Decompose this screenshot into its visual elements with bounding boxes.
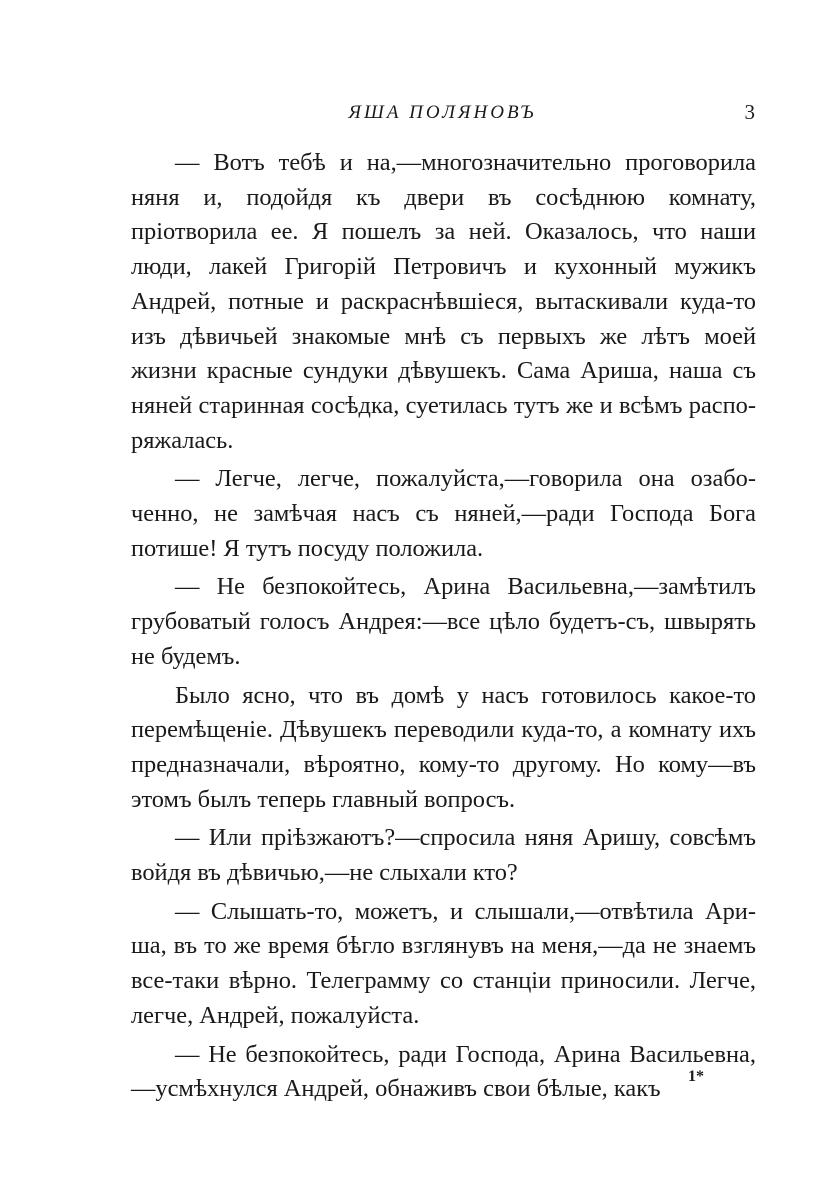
paragraph-4: Было ясно, что въ домѣ у насъ готовилось какое-то перемѣщеніе. Дѣвушекъ переводили куда-то, а комнату ихъ предназначали, вѣроятно, кому-то другому. Но кому—въ этомъ былъ теперь главный вопросъ. (131, 681, 756, 813)
paragraph-7: — Не безпокойтесь, ради Господа, Арина Васильевна,—усмѣхнулся Андрей, обнаживъ свои бѣлые, какъ (131, 1040, 756, 1103)
paragraph-3: — Не безпокойтесь, Арина Васильевна,—замѣтилъ грубоватый голосъ Андрея:—все цѣло будетъ-съ, швырять не будемъ. (131, 573, 756, 670)
body-text (131, 146, 756, 1107)
paragraph-2: — Легче, легче, пожалуйста,—говорила она озабоченно, не замѣчая насъ съ няней,—ради Господа Бога потише! Я тутъ посуду положила. (131, 465, 756, 562)
running-title: ЯША ПОЛЯНОВЪ (348, 102, 537, 123)
paragraph-5: — Или пріѣзжаютъ?—спросила няня Аришу, совсѣмъ войдя въ дѣвичью,—не слыхали кто? (131, 824, 756, 887)
running-head (130, 98, 755, 128)
page-number: 3 (744, 100, 755, 124)
paragraph-6: — Слышать-то, можетъ, и слышали,—отвѣтила Ариша, въ то же время бѣгло взглянувъ на меня,—да не знаемъ все-таки вѣрно. Телеграмму со станціи приносили. Легче, легче, Андрей, пожалуйста. (131, 897, 756, 1029)
signature-mark: 1* (688, 1068, 704, 1085)
paragraph-1: — Вотъ тебѣ и на,—многозначительно проговорила няня и, подойдя къ двери въ сосѣднюю комнату, пріотворила ее. Я пошелъ за ней. Оказалось, что наши люди, лакей Григорій Петровичъ и кухонный мужикъ Андрей, потные и раскраснѣвшіеся, вытаскивали куда-то изъ дѣвичьей знакомые мнѣ съ первыхъ же лѣтъ моей жизни красные сундуки дѣвушекъ. Сама Ариша, наша съ няней старинная сосѣдка, суетилась тутъ же и всѣмъ распоряжалась. (131, 149, 756, 454)
